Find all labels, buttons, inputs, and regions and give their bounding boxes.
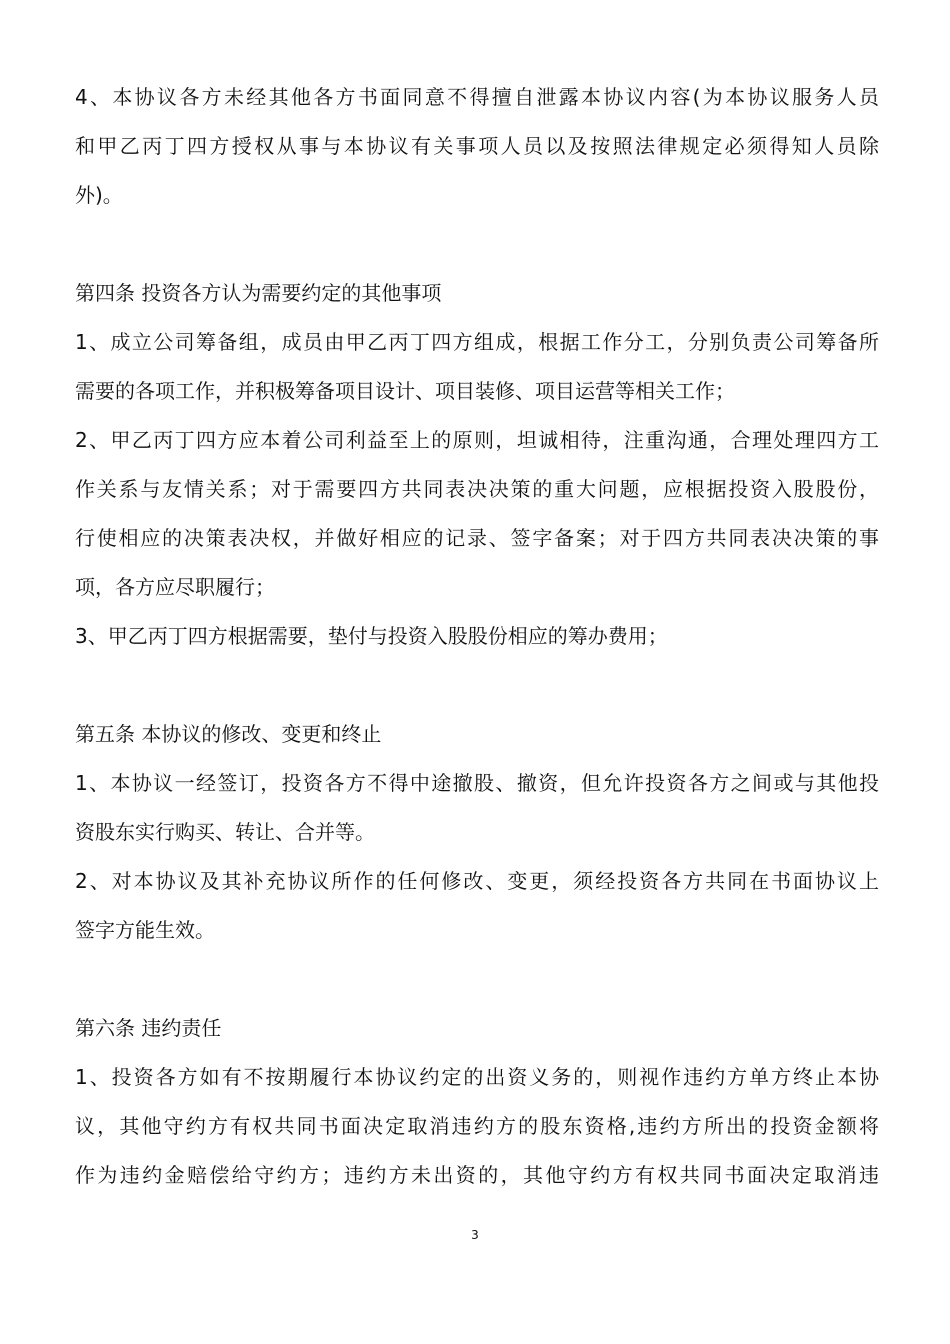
section-heading: 第四条 投资各方认为需要约定的其他事项 <box>75 281 442 305</box>
text-line: 作关系与友情关系；对于需要四方共同表决决策的重大问题，应根据投资入股股份， <box>75 477 879 501</box>
text-line: 4、本协议各方未经其他各方书面同意不得擅自泄露本协议内容(为本协议服务人员 <box>75 85 879 109</box>
text-line: 1、投资各方如有不按期履行本协议约定的出资义务的，则视作违约方单方终止本协 <box>75 1065 879 1089</box>
section-heading: 第六条 违约责任 <box>75 1016 222 1040</box>
text-line: 1、本协议一经签订，投资各方不得中途撤股、撤资，但允许投资各方之间或与其他投 <box>75 771 879 795</box>
text-line: 和甲乙丙丁四方授权从事与本协议有关事项人员以及按照法律规定必须得知人员除 <box>75 134 879 158</box>
blank-line <box>75 220 879 269</box>
text-line: 行使相应的决策表决权，并做好相应的记录、签字备案；对于四方共同表决决策的事 <box>75 526 879 550</box>
text-line: 议，其他守约方有权共同书面决定取消违约方的股东资格,违约方所出的投资金额将 <box>75 1114 879 1138</box>
section-heading: 第五条 本协议的修改、变更和终止 <box>75 722 382 746</box>
blank-line <box>75 955 879 1004</box>
text-line: 签字方能生效。 <box>75 918 215 942</box>
document-body <box>75 73 879 1200</box>
page-number: 3 <box>471 1228 479 1242</box>
text-line: 项，各方应尽职履行； <box>75 575 275 599</box>
text-line: 资股东实行购买、转让、合并等。 <box>75 820 375 844</box>
text-line: 外)。 <box>75 183 123 207</box>
text-line: 1、成立公司筹备组，成员由甲乙丙丁四方组成，根据工作分工，分别负责公司筹备所 <box>75 330 879 354</box>
text-line: 作为违约金赔偿给守约方；违约方未出资的，其他守约方有权共同书面决定取消违 <box>75 1163 879 1187</box>
text-line: 2、甲乙丙丁四方应本着公司利益至上的原则，坦诚相待，注重沟通，合理处理四方工 <box>75 428 879 452</box>
text-line: 3、甲乙丙丁四方根据需要，垫付与投资入股股份相应的筹办费用； <box>75 624 668 648</box>
text-line: 2、对本协议及其补充协议所作的任何修改、变更，须经投资各方共同在书面协议上 <box>75 869 879 893</box>
text-line: 需要的各项工作，并积极筹备项目设计、项目装修、项目运营等相关工作； <box>75 379 735 403</box>
blank-line <box>75 661 879 710</box>
